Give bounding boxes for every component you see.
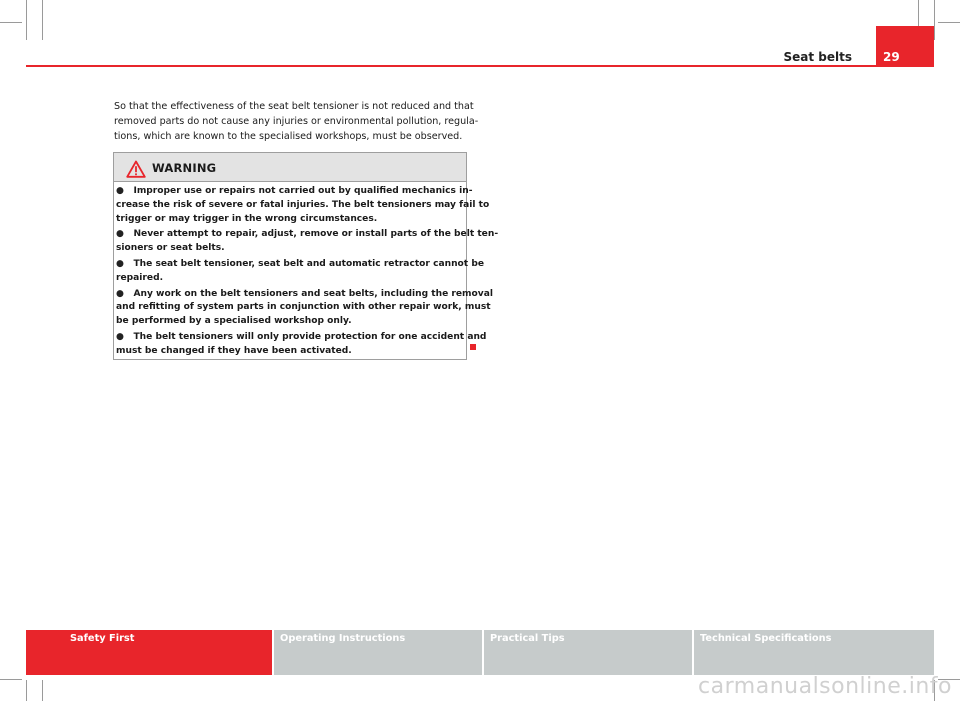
- warning-item: [116, 258, 484, 286]
- warning-item: [116, 331, 487, 359]
- intro-line: removed parts do not cause any injuries or environmental pollution, regula-: [114, 115, 479, 127]
- warning-triangle-icon: [126, 160, 146, 178]
- warning-line: trigger or may trigger in the wrong circumstances.: [116, 213, 378, 224]
- header-rule: [26, 65, 934, 67]
- warning-line: and refitting of system parts in conjunction with other repair work, must: [116, 302, 491, 313]
- crop-mark: [0, 22, 22, 23]
- warning-header: [114, 153, 466, 182]
- crop-mark: [0, 679, 22, 680]
- warning-line: sioners or seat belts.: [116, 243, 225, 254]
- warning-line: The seat belt tensioner, seat belt and automatic retractor cannot be: [133, 258, 484, 269]
- tab-operating-instructions[interactable]: Operating Instructions: [274, 630, 482, 675]
- bullet-icon: ●: [116, 186, 124, 196]
- warning-line: crease the risk of severe or fatal injuries. The belt tensioners may fail to: [116, 199, 490, 210]
- warning-title: WARNING: [152, 161, 217, 175]
- tab-technical-specifications[interactable]: Technical Specifications: [694, 630, 934, 675]
- tab-safety-first[interactable]: Safety First: [26, 630, 272, 675]
- warning-item: [116, 288, 493, 329]
- warning-list: [114, 182, 499, 359]
- crop-mark: [938, 22, 960, 23]
- crop-mark: [934, 0, 935, 40]
- intro-line: tions, which are known to the specialised workshops, must be observed.: [114, 130, 463, 142]
- section-end-marker: [470, 344, 476, 350]
- intro-line: So that the effectiveness of the seat belt tensioner is not reduced and that: [114, 101, 474, 112]
- warning-line: be performed by a specialised workshop only.: [116, 316, 352, 327]
- crop-mark: [26, 0, 27, 40]
- warning-line: must be changed if they have been activated.: [116, 345, 352, 356]
- watermark: carmanualsonline.info: [698, 674, 952, 699]
- warning-line: Any work on the belt tensioners and seat belts, including the removal: [133, 288, 493, 299]
- crop-mark: [42, 680, 43, 701]
- bullet-icon: ●: [116, 288, 124, 299]
- section-title: Seat belts: [783, 50, 852, 64]
- page-number: 29: [876, 26, 934, 67]
- warning-line: repaired.: [116, 272, 164, 283]
- tab-practical-tips[interactable]: Practical Tips: [484, 630, 692, 675]
- warning-line: Never attempt to repair, adjust, remove or install parts of the belt ten-: [133, 229, 499, 240]
- bullet-icon: ●: [116, 229, 124, 240]
- footer-nav: [26, 630, 934, 675]
- warning-line: Improper use or repairs not carried out by qualified mechanics in-: [133, 186, 473, 196]
- warning-box: [113, 152, 499, 360]
- warning-item: [116, 228, 499, 256]
- warning-line: The belt tensioners will only provide protection for one accident and: [133, 331, 487, 342]
- crop-mark: [42, 0, 43, 40]
- warning-item: [116, 185, 490, 226]
- bullet-icon: ●: [116, 331, 124, 342]
- intro-paragraph: [114, 100, 479, 144]
- crop-mark: [26, 680, 27, 701]
- bullet-icon: ●: [116, 258, 124, 269]
